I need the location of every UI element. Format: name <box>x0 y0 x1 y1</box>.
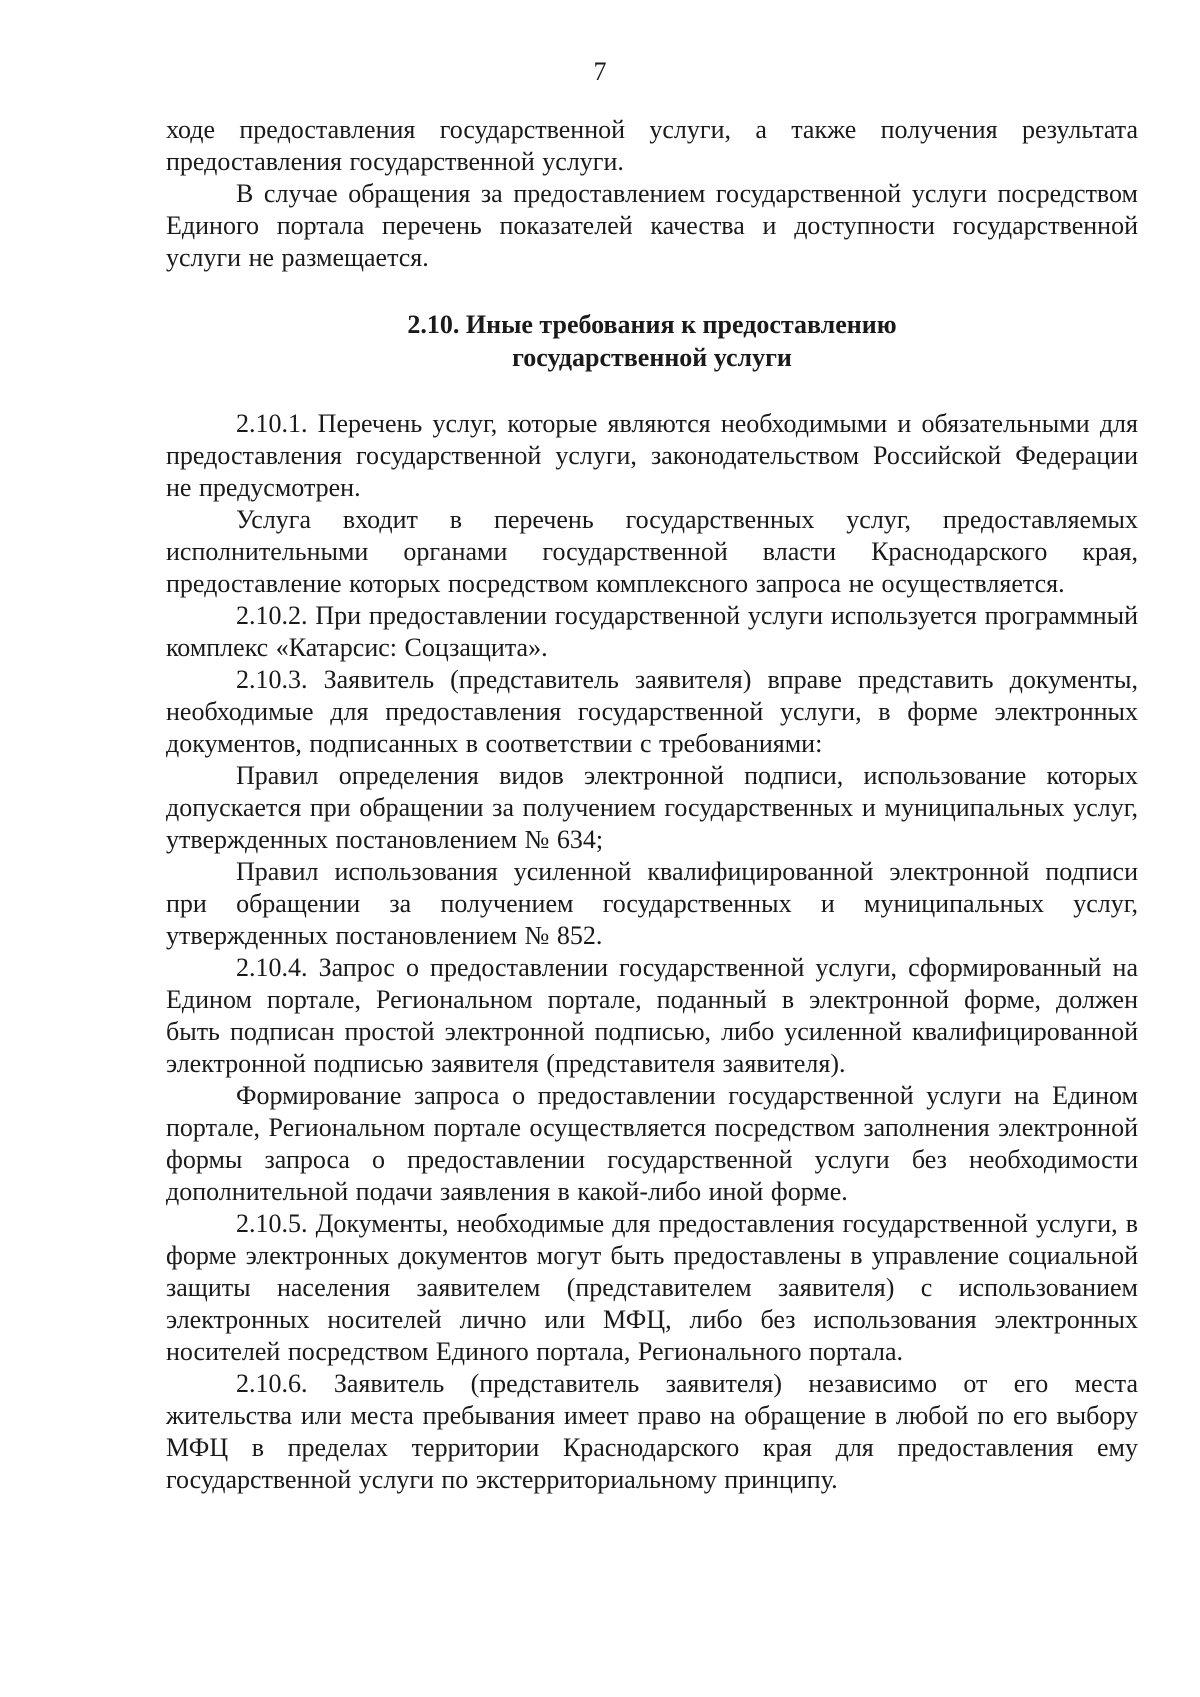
paragraph: Формирование запроса о предоставлении государственной услуги на Едином портале, Региональном портале осуществляется посредством заполнения электронной формы запроса о предоставлении государственной услуги без необходимости дополнительной подачи заявления в какой-либо иной форме. <box>166 1081 1138 1206</box>
section-heading-line: государственной услуги <box>512 343 792 372</box>
paragraph: В случае обращения за предоставлением государственной услуги посредством Единого портала перечень показателей качества и доступности государственной услуги не размещается. <box>166 179 1138 272</box>
paragraph: 2.10.1. Перечень услуг, которые являются необходимыми и обязательными для предоставления государственной услуги, законодательством Российской Федерации не предусмотрен. <box>166 409 1138 502</box>
page-number: 7 <box>593 57 607 86</box>
paragraph: 2.10.5. Документы, необходимые для предоставления государственной услуги, в форме электронных документов могут быть предоставлены в управление социальной защиты населения заявителем (представителем заявителя) с использованием электронных носителей лично или МФЦ, либо без использования электронных носителей посредством Единого портала, Регионального портала. <box>166 1209 1138 1366</box>
paragraph: 2.10.2. При предоставлении государственной услуги используется программный комплекс «Катарсис: Соцзащита». <box>166 601 1138 662</box>
paragraph: Правил определения видов электронной подписи, использование которых допускается при обращении за получением государственных и муниципальных услуг, утвержденных постановлением № 634; <box>166 761 1138 854</box>
section-heading-line: 2.10. Иные требования к предоставлению <box>407 310 897 339</box>
paragraph: Услуга входит в перечень государственных услуг, предоставляемых исполнительными органами государственной власти Краснодарского края, предоставление которых посредством комплексного запроса не осуществляется. <box>166 505 1138 598</box>
paragraph: 2.10.3. Заявитель (представитель заявителя) вправе представить документы, необходимые для предоставления государственной услуги, в форме электронных документов, подписанных в соответствии с требованиями: <box>166 665 1138 758</box>
paragraph: 2.10.4. Запрос о предоставлении государственной услуги, сформированный на Едином портале, Региональном портале, поданный в электронной форме, должен быть подписан простой электронной подписью, либо усиленной квалифицированной электронной подписью заявителя (представителя заявителя). <box>166 953 1138 1078</box>
paragraph: 2.10.6. Заявитель (представитель заявителя) независимо от его места жительства или места пребывания имеет право на обращение в любой по его выбору МФЦ в пределах территории Краснодарского края для предоставления ему государственной услуги по экстерриториальному принципу. <box>166 1369 1138 1494</box>
paragraph: ходе предоставления государственной услуги, а также получения результата предоставления государственной услуги. <box>166 115 1138 176</box>
paragraph: Правил использования усиленной квалифицированной электронной подписи при обращении за получением государственных и муниципальных услуг, утвержденных постановлением № 852. <box>166 857 1138 950</box>
section-heading <box>166 308 1138 374</box>
document-body <box>166 114 1138 1496</box>
